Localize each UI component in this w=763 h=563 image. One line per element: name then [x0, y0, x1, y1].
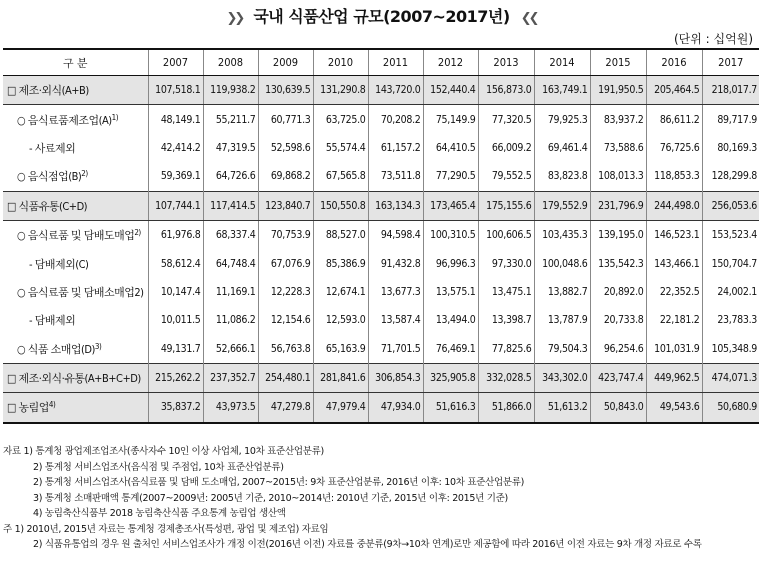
value-cell: 13,787.9: [534, 306, 590, 334]
row-label: [3, 220, 148, 249]
value-cell: 89,717.9: [717, 113, 757, 126]
note-line: 3) 통계청 소매판매액 통계(2007~2009년: 2005년 기준, 2010~2014년: 2010년 기준, 2015년 이후: 2015년 기준): [33, 492, 508, 504]
value-cell: 50,843.0: [590, 393, 646, 423]
header-year: 2016: [646, 49, 702, 76]
value-cell: 22,352.5: [646, 278, 702, 306]
value-cell: 325,905.8: [423, 363, 478, 392]
row-label-text: □ 식품유통(C+D): [7, 199, 88, 213]
row-label-text: □ 제조·외식·유통(A+B+C+D): [7, 372, 141, 386]
value-cell: 49,131.7: [148, 335, 203, 364]
value-cell: 43,973.5: [203, 393, 258, 423]
value-cell: 191,950.5: [590, 76, 646, 105]
value-cell: 100,048.6: [534, 249, 590, 277]
value-cell: 79,552.5: [478, 162, 534, 191]
value-cell: 215,262.2: [148, 363, 203, 392]
header-year: 2010: [313, 49, 368, 76]
value-cell: 96,996.3: [423, 249, 478, 277]
note-line: 자료 1) 통계청 광업제조업조사(종사자수 10인 이상 사업체, 10차 표준산업분류): [3, 446, 324, 457]
row-label-text: ○ 음식료품 및 담배소매업2): [17, 285, 144, 299]
row-label-text: - 담배제외: [29, 314, 76, 328]
footnote-mark: 3): [94, 341, 102, 351]
value-cell: 52,598.6: [258, 134, 313, 162]
row-label: [3, 278, 148, 306]
value-cell: 12,154.6: [258, 306, 313, 334]
value-cell: 163,749.1: [534, 76, 590, 105]
value-cell: 118,853.3: [646, 162, 702, 191]
value-cell: 69,868.2: [258, 162, 313, 191]
row-label: [3, 134, 148, 162]
value-cell: 61,976.8: [148, 220, 203, 249]
value-cell: 79,925.3: [534, 105, 590, 134]
table-row: [3, 363, 759, 392]
value-cell: 105,348.9: [711, 342, 757, 355]
table-row: [3, 191, 759, 220]
value-cell: 67,076.9: [258, 249, 313, 277]
value-cell: 244,498.0: [646, 191, 702, 220]
table-row: [3, 162, 759, 191]
value-cell: 107,744.1: [148, 191, 203, 220]
value-cell: 64,410.5: [423, 134, 478, 162]
header-year: 2012: [423, 49, 478, 76]
value-cell: 71,701.5: [368, 335, 423, 364]
value-cell: 51,866.0: [478, 393, 534, 423]
value-cell: 13,882.7: [534, 278, 590, 306]
value-cell: 94,598.4: [368, 220, 423, 249]
value-cell: 13,575.1: [423, 278, 478, 306]
value-cell: 83,823.8: [534, 162, 590, 191]
value-cell: 343,302.0: [534, 363, 590, 392]
value-cell: 76,469.1: [423, 335, 478, 364]
value-cell: 163,134.3: [368, 191, 423, 220]
value-cell: 13,494.0: [423, 306, 478, 334]
footnote-mark: 4): [48, 400, 56, 410]
value-cell: 11,086.2: [203, 306, 258, 334]
row-label: [3, 249, 148, 277]
table-row: [3, 306, 759, 334]
value-cell: 153,523.4: [711, 229, 757, 242]
value-cell: 66,009.2: [478, 134, 534, 162]
row-label-text: - 담배제외(C): [29, 257, 89, 271]
value-cell: 97,330.0: [478, 249, 534, 277]
value-cell: 65,163.9: [313, 335, 368, 364]
value-cell: 77,825.6: [478, 335, 534, 364]
value-cell: 88,527.0: [313, 220, 368, 249]
value-cell: 63,725.0: [313, 105, 368, 134]
header-year: 2008: [203, 49, 258, 76]
header-year: 2013: [478, 49, 534, 76]
value-cell: 69,461.4: [534, 134, 590, 162]
header-year: 2009: [258, 49, 313, 76]
table-row: [3, 76, 759, 105]
value-cell: 42,414.2: [148, 134, 203, 162]
value-cell: 85,386.9: [313, 249, 368, 277]
value-cell: 143,466.1: [646, 249, 702, 277]
value-cell: 100,606.5: [478, 220, 534, 249]
row-label: [3, 162, 148, 191]
note-line: 4) 농림축산식품부 2018 농림축산식품 주요통계 농림업 생산액: [33, 508, 286, 519]
value-cell: 91,432.8: [368, 249, 423, 277]
value-cell: 64,748.4: [203, 249, 258, 277]
footnote-mark: 2): [134, 228, 141, 238]
value-cell: 101,031.9: [646, 335, 702, 364]
row-label: [3, 76, 148, 105]
row-label-text: ○ 식품 소매업(D): [17, 342, 95, 356]
value-cell: 107,518.1: [148, 76, 203, 105]
value-cell: 146,523.1: [646, 220, 702, 249]
title-text: 국내 식품산업 규모(2007~2017년): [253, 7, 510, 26]
chevron-right-icon: ❯❯: [226, 11, 243, 26]
value-cell: 179,552.9: [534, 191, 590, 220]
note-line: 주 1) 2010년, 2015년 자료는 통계청 경제총조사(특성편, 광업 및 제조업) 자료임: [3, 523, 329, 535]
row-label: [3, 363, 148, 392]
value-cell: 51,616.3: [423, 393, 478, 423]
value-cell: 449,962.5: [646, 363, 702, 392]
value-cell: 103,435.3: [534, 220, 590, 249]
value-cell: 143,720.0: [368, 76, 423, 105]
value-cell: 117,414.5: [203, 191, 258, 220]
value-cell: 49,543.6: [646, 393, 702, 423]
value-cell: 254,480.1: [258, 363, 313, 392]
value-cell: 423,747.4: [590, 363, 646, 392]
table-row: [3, 393, 759, 423]
value-cell: 67,565.8: [313, 162, 368, 191]
header-year: 2011: [368, 49, 423, 76]
notes: [3, 444, 761, 553]
value-cell: 80,169.3: [717, 141, 757, 154]
page-title: [0, 4, 763, 27]
header-year: 2014: [534, 49, 590, 76]
header-year: 2017: [702, 49, 759, 76]
row-label-text: □ 제조·외식(A+B): [7, 84, 89, 98]
value-cell: 130,639.5: [258, 76, 313, 105]
value-cell: 77,290.5: [423, 162, 478, 191]
value-cell: 73,511.8: [368, 162, 423, 191]
value-cell: 55,574.4: [313, 134, 368, 162]
value-cell: 50,680.9: [702, 393, 759, 423]
note-line: 2) 식품유통업의 경우 원 출처인 서비스업조사가 개정 이전(2016년 이전) 자료를 중분류(9차→10차 연계)로만 제공함에 따라 2016년 이전 자료는 9차 개정 자료로 수록: [33, 539, 702, 550]
value-cell: 52,666.1: [203, 335, 258, 364]
value-cell: 10,011.5: [148, 306, 203, 334]
row-label: [3, 306, 148, 334]
row-label: [3, 191, 148, 220]
row-label: [3, 393, 148, 423]
value-cell: 13,677.3: [368, 278, 423, 306]
value-cell: 13,587.4: [368, 306, 423, 334]
value-cell: 64,726.6: [203, 162, 258, 191]
header-year: 2015: [590, 49, 646, 76]
value-cell: 12,593.0: [313, 306, 368, 334]
row-label: [3, 335, 148, 364]
value-cell: 218,017.7: [702, 76, 759, 105]
row-label: [3, 105, 148, 134]
value-cell: 73,588.6: [590, 134, 646, 162]
value-cell: 96,254.6: [590, 335, 646, 364]
value-cell: 24,002.1: [717, 285, 757, 298]
footnote-mark: 1): [111, 112, 119, 122]
value-cell: 256,053.6: [702, 191, 759, 220]
value-cell: 11,169.1: [203, 278, 258, 306]
table-row: [3, 249, 759, 277]
row-label-text: - 사료제외: [29, 141, 76, 155]
value-cell: 47,279.8: [258, 393, 313, 423]
footnote-mark: 2): [81, 169, 88, 179]
value-cell: 237,352.7: [203, 363, 258, 392]
value-cell: 79,504.3: [534, 335, 590, 364]
value-cell: 123,840.7: [258, 191, 313, 220]
value-cell: 22,181.2: [646, 306, 702, 334]
value-cell: 70,753.9: [258, 220, 313, 249]
value-cell: 100,310.5: [423, 220, 478, 249]
value-cell: 47,934.0: [368, 393, 423, 423]
value-cell: 10,147.4: [148, 278, 203, 306]
value-cell: 83,937.2: [590, 105, 646, 134]
value-cell: 12,228.3: [258, 278, 313, 306]
value-cell: 60,771.3: [258, 105, 313, 134]
note-line: 2) 통계청 서비스업조사(음식점 및 주점업, 10차 표준산업분류): [33, 461, 284, 473]
value-cell: 51,613.2: [534, 393, 590, 423]
value-cell: 332,028.5: [478, 363, 534, 392]
value-cell: 23,783.3: [717, 314, 757, 327]
value-cell: 61,157.2: [368, 134, 423, 162]
value-cell: 175,155.6: [478, 191, 534, 220]
table-row: [3, 335, 759, 364]
value-cell: 55,211.7: [203, 105, 258, 134]
value-cell: 156,873.0: [478, 76, 534, 105]
value-cell: 12,674.1: [313, 278, 368, 306]
note-line: 2) 통계청 서비스업조사(음식료품 및 담배 도소매업, 2007~2015년: 9차 표준산업분류, 2016년 이후: 10차 표준산업분류): [33, 477, 524, 488]
value-cell: 474,071.3: [702, 363, 759, 392]
value-cell: 306,854.3: [368, 363, 423, 392]
value-cell: 281,841.6: [313, 363, 368, 392]
value-cell: 47,979.4: [313, 393, 368, 423]
header-label: 구 분: [3, 49, 148, 76]
value-cell: 150,704.7: [711, 257, 757, 270]
value-cell: 20,733.8: [590, 306, 646, 334]
value-cell: 58,612.4: [148, 249, 203, 277]
table-row: [3, 220, 759, 249]
value-cell: 135,542.3: [590, 249, 646, 277]
value-cell: 86,611.2: [646, 105, 702, 134]
value-cell: 108,013.3: [590, 162, 646, 191]
value-cell: 128,299.8: [711, 170, 757, 183]
value-cell: 131,290.8: [313, 76, 368, 105]
value-cell: 150,550.8: [313, 191, 368, 220]
value-cell: 70,208.2: [368, 105, 423, 134]
value-cell: 119,938.2: [203, 76, 258, 105]
value-cell: 205,464.5: [646, 76, 702, 105]
value-cell: 47,319.5: [203, 134, 258, 162]
value-cell: 13,398.7: [478, 306, 534, 334]
value-cell: 48,149.1: [148, 105, 203, 134]
value-cell: 59,369.1: [148, 162, 203, 191]
value-cell: 13,475.1: [478, 278, 534, 306]
table-row: [3, 134, 759, 162]
value-cell: 77,320.5: [478, 105, 534, 134]
table-row: [3, 105, 759, 134]
row-label-text: ○ 음식료품 및 담배도매업: [17, 229, 135, 243]
value-cell: 56,763.8: [258, 335, 313, 364]
table-row: [3, 278, 759, 306]
value-cell: 139,195.0: [590, 220, 646, 249]
value-cell: 35,837.2: [148, 393, 203, 423]
food-industry-table: [3, 48, 759, 424]
row-label-text: ○ 음식점업(B): [17, 170, 82, 184]
value-cell: 152,440.4: [423, 76, 478, 105]
value-cell: 231,796.9: [590, 191, 646, 220]
header-year: 2007: [148, 49, 203, 76]
value-cell: 173,465.4: [423, 191, 478, 220]
value-cell: 20,892.0: [590, 278, 646, 306]
unit-label: (단위 : 십억원): [674, 32, 753, 46]
chevron-left-icon: ❮❮: [520, 11, 537, 26]
value-cell: 68,337.4: [203, 220, 258, 249]
row-label-text: ○ 음식료품제조업(A): [17, 113, 112, 127]
value-cell: 75,149.9: [423, 105, 478, 134]
row-label-text: □ 농림업: [7, 401, 49, 415]
header-row: [3, 49, 759, 76]
value-cell: 76,725.6: [646, 134, 702, 162]
